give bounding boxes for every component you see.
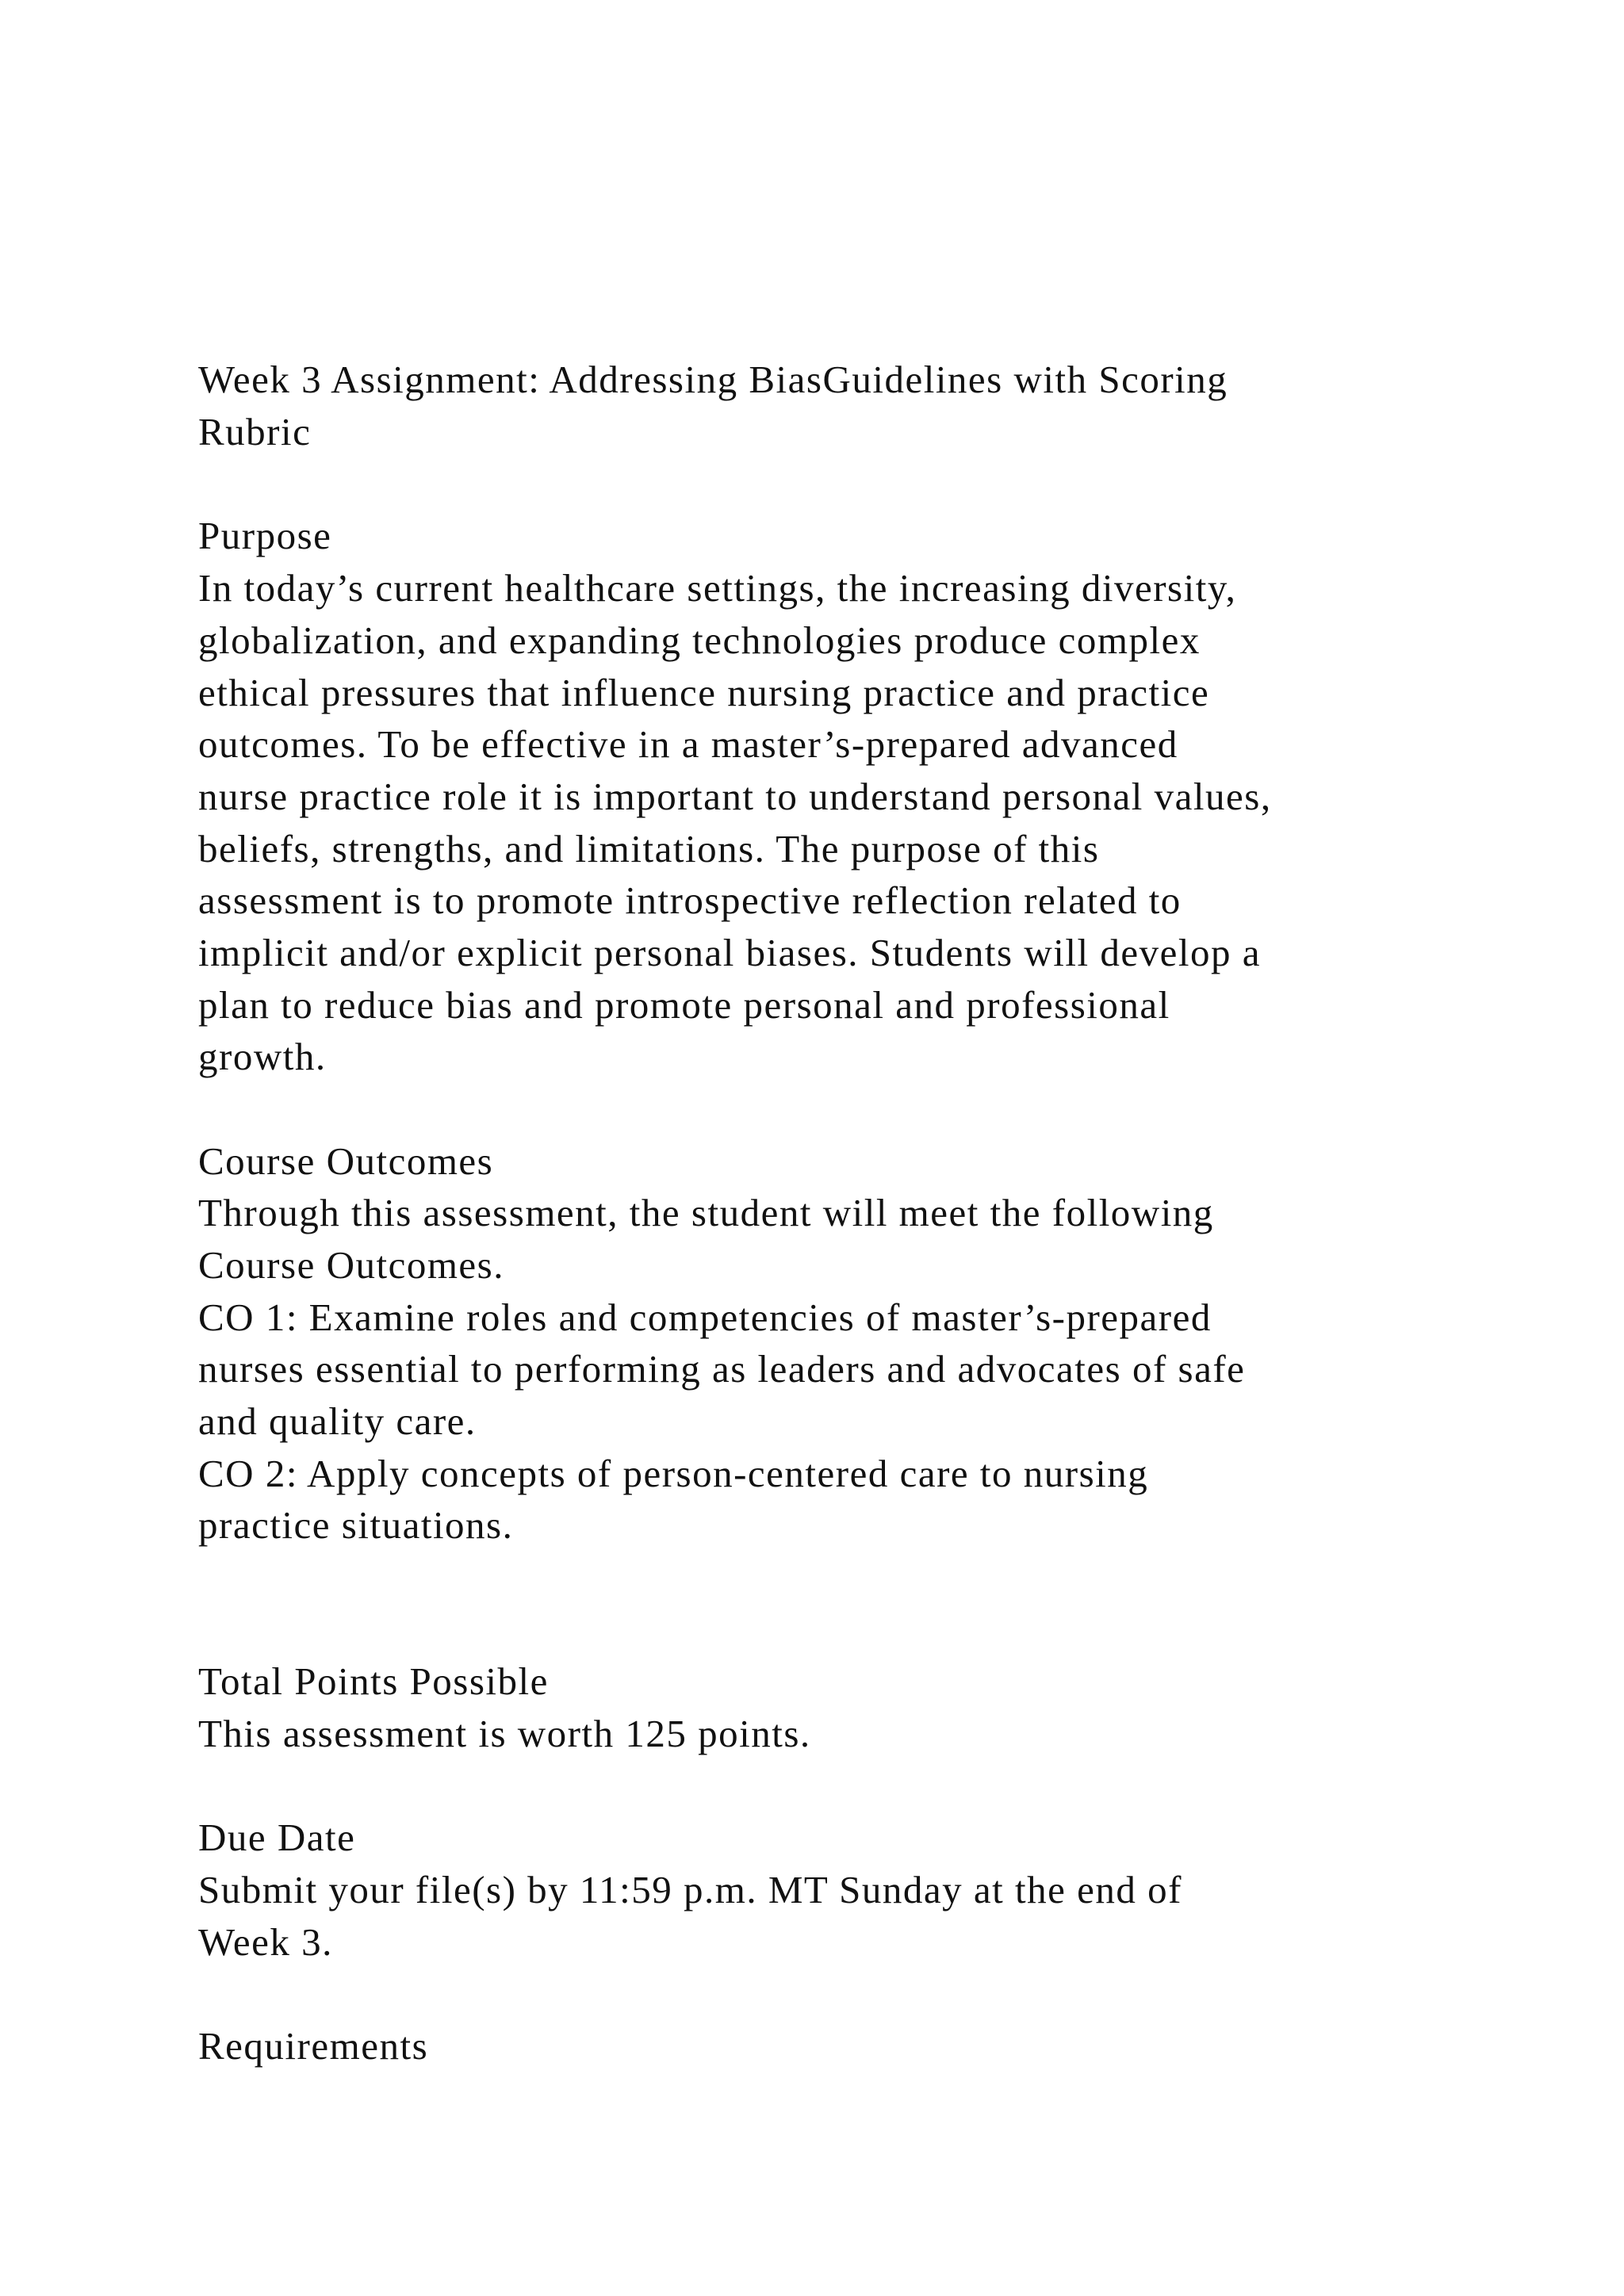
document-title-line-1: Week 3 Assignment: Addressing BiasGuidelines with Scoring — [198, 358, 1228, 401]
course-outcome-co2: CO 2: Apply concepts of person-centered care to nursing — [198, 1452, 1149, 1495]
due-date-heading: Due Date — [198, 1816, 356, 1859]
purpose-heading: Purpose — [198, 514, 332, 557]
purpose-line: nurse practice role it is important to understand personal values, — [198, 775, 1272, 818]
purpose-line: growth. — [198, 1035, 327, 1078]
purpose-line: assessment is to promote introspective reflection related to — [198, 878, 1182, 922]
document-title-line-2: Rubric — [198, 410, 312, 453]
total-points-heading: Total Points Possible — [198, 1659, 549, 1703]
total-points-text: This assessment is worth 125 points. — [198, 1712, 811, 1755]
course-outcomes-line: and quality care. — [198, 1399, 477, 1443]
purpose-line: beliefs, strengths, and limitations. The purpose of this — [198, 827, 1100, 871]
course-outcomes-line: practice situations. — [198, 1503, 514, 1547]
due-date-line: Submit your file(s) by 11:59 p.m. MT Sunday at the end of — [198, 1868, 1182, 1911]
course-outcome-co1: CO 1: Examine roles and competencies of master’s-prepared — [198, 1295, 1212, 1339]
course-outcomes-heading: Course Outcomes — [198, 1139, 494, 1183]
course-outcomes-line: Through this assessment, the student will meet the following — [198, 1191, 1214, 1234]
course-outcomes-line: nurses essential to performing as leaders and advocates of safe — [198, 1347, 1246, 1391]
purpose-line: ethical pressures that influence nursing practice and practice — [198, 671, 1210, 714]
purpose-line: globalization, and expanding technologies produce complex — [198, 618, 1201, 662]
course-outcomes-line: Course Outcomes. — [198, 1243, 504, 1287]
purpose-line: plan to reduce bias and promote personal and professional — [198, 983, 1170, 1027]
requirements-heading: Requirements — [198, 2024, 429, 2068]
purpose-line: implicit and/or explicit personal biases. Students will develop a — [198, 931, 1261, 974]
purpose-line: outcomes. To be effective in a master’s-prepared advanced — [198, 722, 1178, 766]
due-date-line: Week 3. — [198, 1920, 333, 1964]
purpose-line: In today’s current healthcare settings, the increasing diversity, — [198, 566, 1237, 610]
